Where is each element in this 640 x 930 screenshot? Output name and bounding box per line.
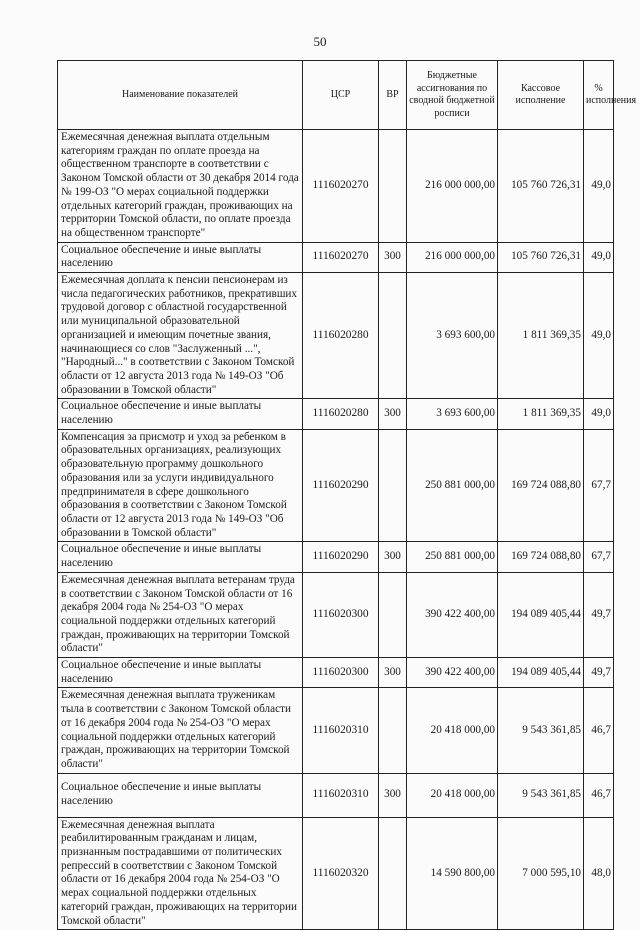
cell-cash: 7 000 595,10 (498, 817, 584, 930)
cell-csr: 1116020310 (303, 773, 379, 817)
cell-budget: 216 000 000,00 (407, 242, 498, 272)
cell-budget: 20 418 000,00 (407, 688, 498, 773)
cell-budget: 216 000 000,00 (407, 130, 498, 243)
cell-name: Социальное обеспечение и иные выплаты населению (58, 399, 303, 429)
cell-budget: 3 693 600,00 (407, 273, 498, 399)
cell-cash: 9 543 361,85 (498, 773, 584, 817)
cell-vr: 300 (379, 542, 407, 572)
cell-vr: 300 (379, 242, 407, 272)
table-row (58, 572, 614, 657)
header-pct: % исполнения (584, 61, 614, 130)
cell-csr: 1116020300 (303, 572, 379, 657)
cell-budget: 250 881 000,00 (407, 429, 498, 542)
table-row (58, 399, 614, 429)
cell-pct: 67,7 (584, 542, 614, 572)
cell-pct: 49,0 (584, 399, 614, 429)
cell-name: Социальное обеспечение и иные выплаты населению (58, 658, 303, 688)
cell-budget: 390 422 400,00 (407, 572, 498, 657)
table-row (58, 242, 614, 272)
cell-csr: 1116020290 (303, 542, 379, 572)
cell-cash: 105 760 726,31 (498, 242, 584, 272)
cell-vr (379, 688, 407, 773)
cell-name: Социальное обеспечение и иные выплаты населению (58, 542, 303, 572)
cell-pct: 48,0 (584, 817, 614, 930)
table-row (58, 542, 614, 572)
cell-pct: 49,0 (584, 242, 614, 272)
cell-cash: 1 811 369,35 (498, 399, 584, 429)
table-row (58, 658, 614, 688)
cell-pct: 67,7 (584, 429, 614, 542)
cell-csr: 1116020280 (303, 399, 379, 429)
cell-name: Ежемесячная денежная выплата труженикам тыла в соответствии с Законом Томской области от 16 декабря 2004 года № 254-ОЗ "О мерах социальной поддержки отдельных категорий граждан, проживающих на территории Томской области" (58, 688, 303, 773)
table-row (58, 817, 614, 930)
cell-pct: 49,0 (584, 273, 614, 399)
cell-budget: 250 881 000,00 (407, 542, 498, 572)
table-row (58, 773, 614, 817)
cell-budget: 14 590 800,00 (407, 817, 498, 930)
cell-name: Социальное обеспечение и иные выплаты населению (58, 773, 303, 817)
cell-name: Ежемесячная доплата к пенсии пенсионерам из числа педагогических работников, прекративших трудовой договор с областной государственной или муниципальной образовательной организацией и имеющим почетные звания, начинающиеся со слов "Заслуженный ...", "Народный..." в соответствии с Законом Томской области от 12 августа 2013 года № 149-ОЗ "Об образовании в Томской области" (58, 273, 303, 399)
cell-cash: 194 089 405,44 (498, 658, 584, 688)
cell-vr (379, 817, 407, 930)
cell-name: Ежемесячная денежная выплата отдельным категориям граждан по оплате проезда на общественном транспорте в соответствии с Законом Томской области от 30 декабря 2014 года № 199-ОЗ "О мерах социальной поддержки отдельных категорий граждан, проживающих на территории Томской области, по оплате проезда на общественном транспорте" (58, 130, 303, 243)
cell-vr: 300 (379, 399, 407, 429)
cell-csr: 1116020310 (303, 688, 379, 773)
cell-csr: 1116020290 (303, 429, 379, 542)
cell-pct: 49,7 (584, 572, 614, 657)
cell-csr: 1116020280 (303, 273, 379, 399)
cell-cash: 9 543 361,85 (498, 688, 584, 773)
budget-table (57, 60, 637, 930)
cell-vr (379, 130, 407, 243)
header-vr: ВР (379, 61, 407, 130)
cell-budget: 390 422 400,00 (407, 658, 498, 688)
table-header-row (58, 61, 614, 130)
cell-csr: 1116020270 (303, 130, 379, 243)
cell-pct: 46,7 (584, 688, 614, 773)
header-name: Наименование показателей (58, 61, 303, 130)
table-row (58, 273, 614, 399)
cell-pct: 49,0 (584, 130, 614, 243)
cell-vr: 300 (379, 773, 407, 817)
page-number: 50 (313, 34, 327, 49)
cell-budget: 3 693 600,00 (407, 399, 498, 429)
header-csr: ЦСР (303, 61, 379, 130)
cell-name: Компенсация за присмотр и уход за ребенком в образовательных организациях, реализующих образовательную программу дошкольного образования или за услуги индивидуального предпринимателя в сфере дошкольного образования в соответствии с Законом Томской области от 12 августа 2013 года № 149-ОЗ "Об образовании в Томской области" (58, 429, 303, 542)
header-cash: Кассовое исполнение (498, 61, 584, 130)
cell-cash: 169 724 088,80 (498, 542, 584, 572)
cell-cash: 105 760 726,31 (498, 130, 584, 243)
header-budget: Бюджетные ассигнования по сводной бюджетной росписи (407, 61, 498, 130)
cell-vr: 300 (379, 658, 407, 688)
cell-vr (379, 572, 407, 657)
table-row (58, 130, 614, 243)
cell-csr: 1116020270 (303, 242, 379, 272)
table-row (58, 688, 614, 773)
cell-cash: 1 811 369,35 (498, 273, 584, 399)
cell-budget: 20 418 000,00 (407, 773, 498, 817)
cell-name: Социальное обеспечение и иные выплаты населению (58, 242, 303, 272)
cell-cash: 169 724 088,80 (498, 429, 584, 542)
table-row (58, 429, 614, 542)
cell-vr (379, 429, 407, 542)
cell-name: Ежемесячная денежная выплата реабилитированным гражданам и лицам, признанным пострадавшими от политических репрессий в соответствии с Законом Томской области от 16 декабря 2004 года № 254-ОЗ "О мерах социальной поддержки отдельных категорий граждан, проживающих на территории Томской области" (58, 817, 303, 930)
cell-cash: 194 089 405,44 (498, 572, 584, 657)
cell-csr: 1116020320 (303, 817, 379, 930)
cell-pct: 46,7 (584, 773, 614, 817)
cell-pct: 49,7 (584, 658, 614, 688)
cell-vr (379, 273, 407, 399)
cell-csr: 1116020300 (303, 658, 379, 688)
cell-name: Ежемесячная денежная выплата ветеранам труда в соответствии с Законом Томской области от 16 декабря 2004 года № 254-ОЗ "О мерах социальной поддержки отдельных категорий граждан, проживающих на территории Томской области" (58, 572, 303, 657)
